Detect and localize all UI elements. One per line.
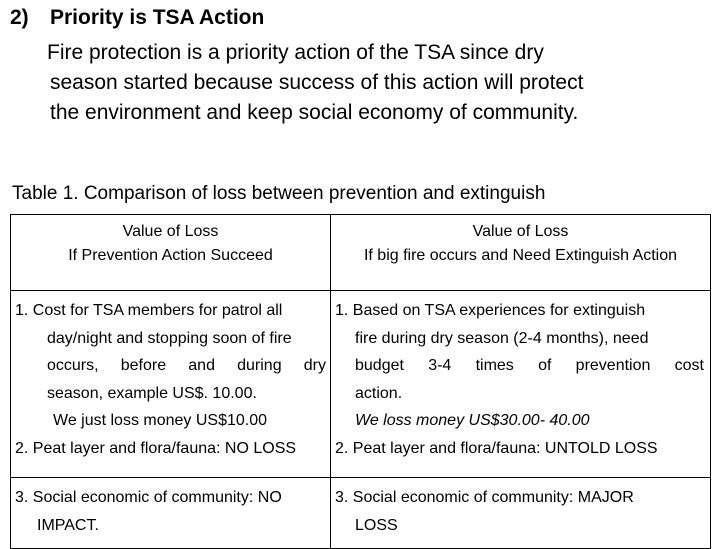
text-line: We just loss money US$10.00 [53, 412, 268, 429]
table-header-row [11, 215, 711, 291]
text-line: 3. Social economic of community: NO [15, 489, 282, 506]
text-line: day/night and stopping soon of fire [47, 329, 292, 347]
text-line: occurs, before and during dry [47, 357, 326, 374]
text-line: fire during dry season (2-4 months), need [355, 329, 649, 347]
section-heading [10, 6, 264, 30]
cell-prevention-details [11, 291, 331, 478]
text-line: 1. Cost for TSA members for patrol all [15, 302, 283, 319]
paragraph-line: the environment and keep social economy of community. [50, 101, 579, 124]
header-line: Value of Loss [122, 223, 219, 240]
comparison-table [10, 214, 711, 549]
table-caption: Table 1. Comparison of loss between prevention and extinguish [12, 183, 546, 204]
header-line: If big fire occurs and Need Extinguish Action [363, 247, 678, 264]
cell-prevention-social [11, 478, 331, 549]
text-line: 2. Peat layer and flora/fauna: NO LOSS [15, 439, 297, 457]
paragraph-line: season started because success of this action will protect [50, 71, 584, 94]
header-line: Value of Loss [472, 223, 569, 240]
cell-extinguish-social [331, 478, 711, 549]
header-prevention [11, 215, 331, 291]
table-row [11, 478, 711, 549]
text-line: LOSS [355, 516, 398, 534]
section-title: Priority is TSA Action [50, 6, 265, 29]
header-extinguish [331, 215, 711, 291]
text-line: 2. Peat layer and flora/fauna: UNTOLD LOSS [335, 439, 658, 457]
text-line: 3. Social economic of community: MAJOR [335, 489, 634, 506]
text-line: We loss money US$30.00- 40.00 [355, 412, 590, 429]
text-line: 1. Based on TSA experiences for extinguish [335, 302, 646, 319]
text-line: action. [355, 384, 403, 402]
text-line: IMPACT. [37, 516, 99, 534]
paragraph-line: Fire protection is a priority action of the TSA since dry [47, 41, 544, 64]
text-line: budget 3-4 times of prevention cost [355, 357, 704, 374]
text-line: season, example US$. 10.00. [47, 384, 257, 402]
section-number: 2) [10, 6, 29, 29]
intro-paragraph [47, 38, 710, 128]
header-line: If Prevention Action Succeed [68, 247, 273, 264]
table-row [11, 291, 711, 478]
cell-extinguish-details [331, 291, 711, 478]
